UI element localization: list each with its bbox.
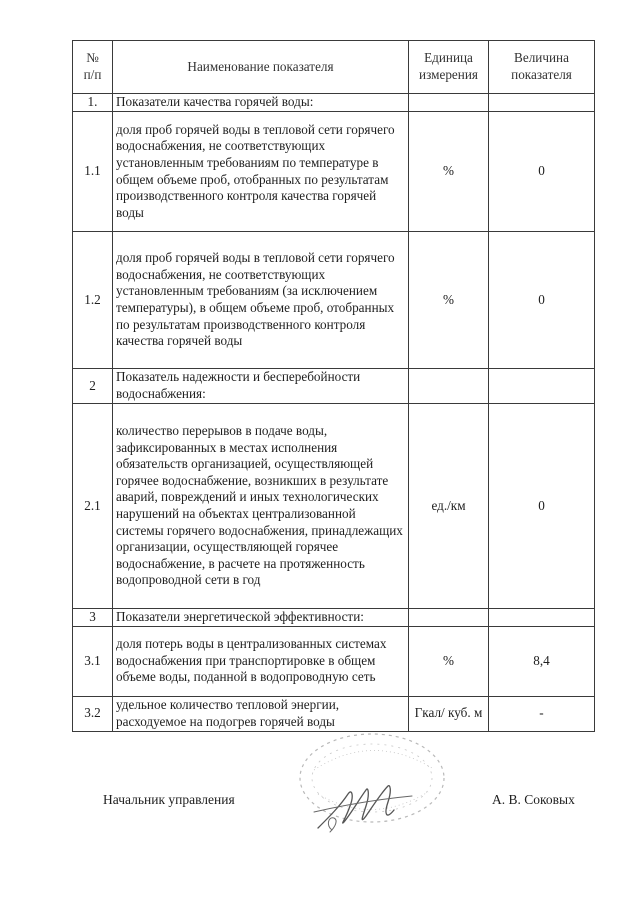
table-header-row <box>73 41 595 94</box>
row-value <box>489 609 595 627</box>
row-value <box>489 94 595 112</box>
table-row-section-2 <box>73 369 595 404</box>
row-name: удельное количество тепловой энергии, расходуемое на подогрев горячей воды <box>113 696 409 731</box>
header-value: Величина показателя <box>489 41 595 94</box>
row-name: количество перерывов в подаче воды, зафиксированных в местах исполнения обязательств организацией, осуществляющей горячее водоснабжение, возникших в результате аварий, повреждений и иных технологических нарушений на объектах централизованной системы горячего водоснабжения, принадлежащих организации, осуществляющей горячее водоснабжение, в расчете на протяженность водопроводной сети в год <box>113 404 409 609</box>
header-unit: Единица измерения <box>409 41 489 94</box>
signatory-name: А. В. Соковых <box>492 792 575 807</box>
row-name: Показатель надежности и бесперебойности водоснабжения: <box>113 369 409 404</box>
row-name: доля проб горячей воды в тепловой сети горячего водоснабжения, не соответствующих установленным требованиям по температуре в общем объеме проб, отобранных по результатам производственного контроля качества горячей воды <box>113 112 409 232</box>
table-row-section-3 <box>73 609 595 627</box>
row-value: - <box>489 696 595 731</box>
row-num: 1. <box>73 94 113 112</box>
row-num: 1.2 <box>73 232 113 369</box>
table-row <box>73 232 595 369</box>
row-name: Показатели качества горячей воды: <box>113 94 409 112</box>
row-value <box>489 369 595 404</box>
row-unit: Гкал/ куб. м <box>409 696 489 731</box>
table-row <box>73 112 595 232</box>
row-unit <box>409 369 489 404</box>
signature-block <box>0 780 640 860</box>
row-unit: ед./км <box>409 404 489 609</box>
table-row <box>73 404 595 609</box>
row-name: Показатели энергетической эффективности: <box>113 609 409 627</box>
row-num: 3.2 <box>73 696 113 731</box>
row-num: 1.1 <box>73 112 113 232</box>
table-row <box>73 626 595 696</box>
row-num: 3 <box>73 609 113 627</box>
row-num: 2.1 <box>73 404 113 609</box>
indicators-table <box>72 40 595 732</box>
row-unit <box>409 94 489 112</box>
row-unit <box>409 609 489 627</box>
row-num: 2 <box>73 369 113 404</box>
row-num: 3.1 <box>73 626 113 696</box>
row-value: 8,4 <box>489 626 595 696</box>
row-unit: % <box>409 232 489 369</box>
row-value: 0 <box>489 232 595 369</box>
row-name: доля проб горячей воды в тепловой сети горячего водоснабжения, не соответствующих установленным требованиям (за исключением температуры), в общем объеме проб, отобранных по результатам производственного контроля качества горячей воды <box>113 232 409 369</box>
table-row-section-1 <box>73 94 595 112</box>
row-unit: % <box>409 112 489 232</box>
header-num: № п/п <box>73 41 113 94</box>
header-name: Наименование показателя <box>113 41 409 94</box>
row-value: 0 <box>489 112 595 232</box>
row-unit: % <box>409 626 489 696</box>
signatory-role: Начальник управления <box>103 792 235 807</box>
table-row <box>73 696 595 731</box>
row-name: доля потерь воды в централизованных системах водоснабжения при транспортировке в общем объеме воды, поданной в водопроводную сеть <box>113 626 409 696</box>
row-value: 0 <box>489 404 595 609</box>
